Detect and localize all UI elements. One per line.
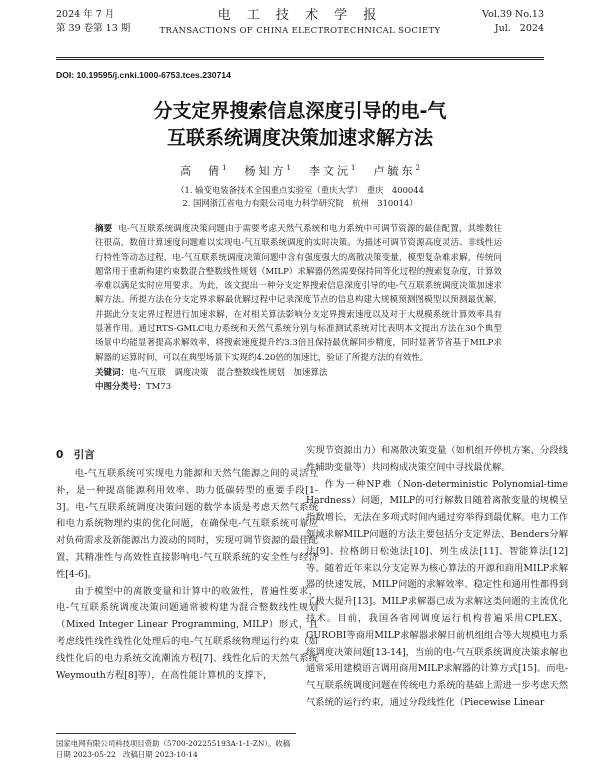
abstract-block: [95, 222, 502, 395]
keywords: [95, 366, 502, 380]
body-column-right: [306, 443, 568, 769]
author-name: 李文沅: [309, 164, 351, 178]
affiliation-list: [40, 184, 560, 210]
body-paragraph: 电-气互联系统可实现电力能源和天然气能源之间的灵活互补，是一种提高能源利用效率、助力低碳转型的重要手段[1-3]。电-气互联系统调度决策问题的数学本质是考虑天然气系统和电力系统物理约束的优化问题，在确保电-气互联系统可靠应对负荷需求及新能源出力波动的同时，实现可调节资源的最佳配置，其精准性与高效性直接影响电-气互联系统的安全性与经济性[4-6]。: [56, 468, 318, 580]
affiliation-line: （1. 输变电装备技术全国重点实验室（重庆大学） 重庆 400044: [176, 185, 424, 195]
author: [309, 160, 355, 180]
author-affiliation-mark: 1: [351, 164, 356, 172]
author: [180, 160, 226, 180]
author-list: [40, 160, 560, 180]
author-affiliation-mark: 1: [286, 164, 291, 172]
clc-number: [95, 380, 502, 394]
clc-label: 中图分类号：: [95, 382, 147, 393]
author: [373, 160, 419, 180]
body-column-left: [56, 447, 318, 769]
date-en: Jul. 2024: [494, 23, 544, 34]
journal-name-en: TRANSACTIONS OF CHINA ELECTROTECHNICAL SOCIETY: [159, 25, 441, 35]
body-paragraph: 实现节资源出力）和离散决策变量（如机组开停机方案、分段线性辅助变量等）共同构成决策空间中寻找最优解。: [306, 445, 568, 473]
body-paragraph: 由于模型中的离散变量和计算中的收敛性，普遍性要求，电-气互联系统调度决策问题通常被构建为混合整数线性规划（Mixed Integer Linear Programming, MILP）形式，且考虑线性线性线性化处理后的电-气互联系统物理运行约束（如线性化后的电力系统交流潮流方程[7]、线性化后的天然气系统Weymouth方程[8]等），在高性能计算机的支撑下，: [56, 585, 318, 681]
journal-name-cn: 电 工 技 术 学 报: [217, 8, 383, 23]
keywords-label: 关键词：: [95, 367, 130, 378]
volume-en: Vol.39 No.13: [482, 9, 544, 20]
header-right: [482, 8, 544, 36]
title-line-1: 分支定界搜索信息深度引导的电-气: [153, 100, 447, 122]
keywords-text: 电-气互联 调度决策 混合整数线性规划 加速算法: [129, 367, 328, 378]
author-name: 高 倩: [180, 164, 223, 178]
header-center: [56, 8, 544, 37]
footnote: 国家电网有限公司科技项目资助（5700-202255193A-1-1-ZN）。收稿日期 2023-05-22 改稿日期 2023-10-14: [56, 733, 296, 760]
author: [245, 160, 291, 180]
section-heading-introduction: 0 引言: [56, 449, 95, 461]
issue-date: 2024 年 7 月: [56, 9, 115, 20]
body-paragraph: 作为一种NP难（Non-deterministic Polynomial-time Hardness）问题，MILP的可行解数目随着离散变量的规模呈指数增长，无法在多项式时间内通过穷举得到最优解。电力工作领域求解MILP问题的方法主要包括分支定界法、Benders分解法[9]、拉格朗日松弛法[10]、列生成法[11]、智能算法[12]等。随着近年来以分支定界为核心算法的开源和商用MILP求解器的快速发展，MILP问题的求解效率、稳定性和通用性都得到了极大提升[13]。MILP求解器已成为求解这类问题的主流优化技术。目前，我国各省网调度运行机构普遍采用CPLEX、GUROBI等商用MILP求解器求解日前机组组合等大规模电力系统调度决策问题[13-14]，当前的电-气互联系统调度决策求解也通常采用建模语言调用商用MILP求解器的计算方式[15]。而电-气互联系统调度问题在传统电力系统的基础上需进一步考虑天然气系统的运行约束，通过分段线性化（Piecewise Linear: [306, 478, 568, 708]
affiliation-line: 2. 国网浙江省电力有限公司电力科学研究院 杭州 310014）: [182, 198, 418, 208]
author-name: 杨知方: [244, 164, 287, 178]
clc-text: TM73: [146, 382, 172, 393]
abstract: [95, 222, 502, 365]
doi: DOI: 10.19595/j.cnki.1000-6753.tces.230714: [56, 70, 231, 80]
running-header: [56, 8, 544, 60]
author-name: 卢毓东: [373, 164, 416, 178]
abstract-label: 摘要: [95, 224, 113, 234]
abstract-text: 电-气互联系统调度决策问题由于需要考虑天然气系统和电力系统中可调节资源的最佳配置，其维数往往很高，数值计算速度问题难以实现电-气互联系统调度的实时决策。为描述可调节资源高度灵活、非线性运行特性等动态过程，电-气互联系统调度决策问题中含有强度强大的离散决策变量，模型复杂难求解，传统问题常用于重新构建约束数混合整数线性规划（MILP）求解器仍然需要保持同等化过程的搜索复杂度，计算效率难以满足实时应用要求。为此，该文提出一种分支定界搜索信息深度引导的电-气互联系统调度决策加速求解方法。所提方法在分支定界求解最优解过程中记录深度节点的信息构建大规模预测图模型以预测最优解，并据此分支定界过程进行加速求解，在对相关算法影响分支定界搜索速度以及对于大规模系统计算效率具有显著作用。通过RTS-GMLC电力系统和天然气系统分别与标准测试系统对比表明本文提出方法在30个典型场景中均能显著提高求解效率，将搜索速度提升约3.3倍且保持最优解同步精度，同时显著节省基于MILP求解器的运算时间，可以在典型场景下实现约4.20倍的加速比，验证了所提方法的有效性。: [95, 224, 502, 363]
title-line-2: 互联系统调度决策加速求解方法: [166, 127, 433, 149]
left-paragraphs: [56, 466, 318, 684]
author-affiliation-mark: 2: [415, 164, 420, 172]
author-affiliation-mark: 1: [222, 164, 227, 172]
paper-title: [40, 98, 560, 152]
volume-issue-cn: 第 39 卷第 13 期: [56, 23, 131, 34]
